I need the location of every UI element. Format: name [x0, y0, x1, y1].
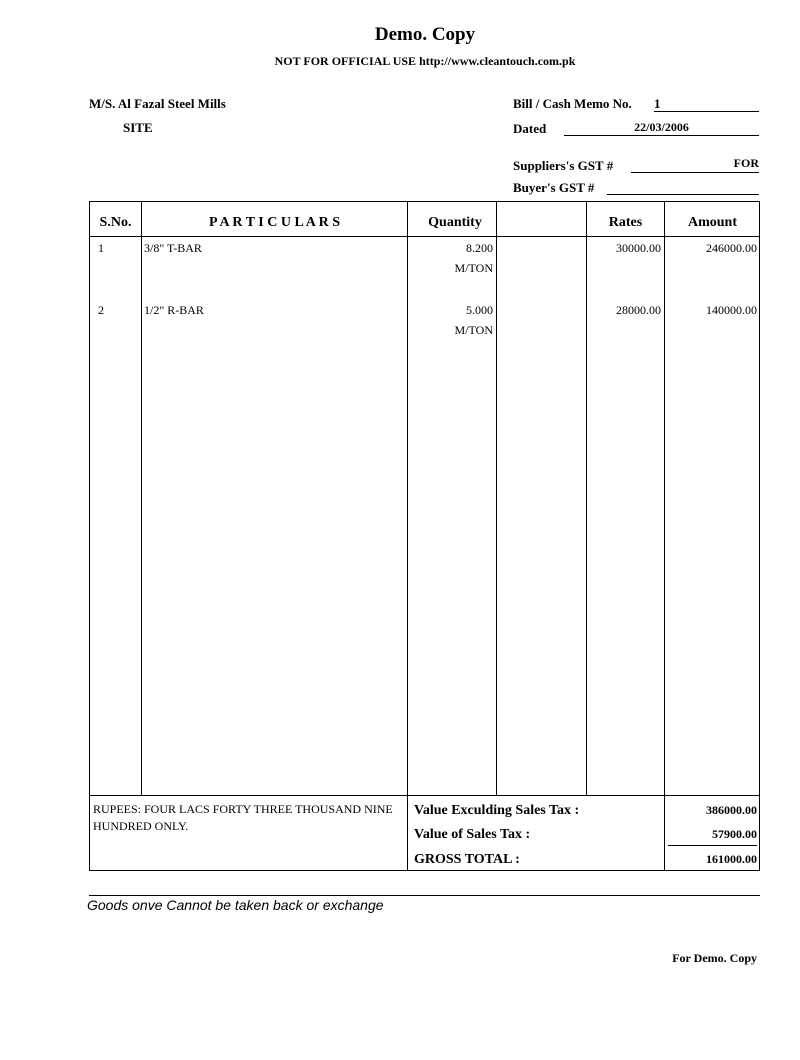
- document-subtitle: NOT FOR OFFICIAL USE http://www.cleantouch.com.pk: [274, 54, 576, 68]
- gross-total-value: 161000.00: [706, 852, 757, 866]
- gross-total-label: GROSS TOTAL :: [414, 852, 520, 867]
- header-amount: Amount: [687, 215, 737, 230]
- buyer-gst-label: Buyer's GST #: [513, 180, 595, 195]
- row-2-sno: 2: [98, 303, 104, 317]
- row-2-particular: 1/2" R-BAR: [144, 303, 204, 317]
- table-header-divider: [89, 236, 760, 237]
- customer-name: M/S. Al Fazal Steel Mills: [89, 96, 226, 111]
- memo-date: 22/03/2006: [564, 120, 759, 136]
- row-1-unit: M/TON: [454, 261, 493, 275]
- header-rates: Rates: [608, 215, 643, 230]
- document-title: Demo. Copy: [374, 24, 476, 45]
- sales-tax-label: Value of Sales Tax :: [414, 827, 531, 842]
- header-particulars: P A R T I C U L A R S: [209, 215, 340, 230]
- row-2-unit: M/TON: [454, 323, 493, 337]
- footer-note: Goods onve Cannot be taken back or exchange: [87, 897, 384, 913]
- amount-in-words: RUPEES: FOUR LACS FORTY THREE THOUSAND NINE HUNDRED ONLY.: [93, 802, 393, 833]
- header-sno: S.No.: [99, 215, 132, 230]
- header-quantity: Quantity: [428, 215, 482, 230]
- supplier-gst-value: FOR: [631, 156, 759, 173]
- col-divider-blank: [586, 201, 587, 796]
- row-1-quantity: 8.200: [466, 241, 493, 255]
- col-divider-particulars: [407, 201, 408, 870]
- col-divider-rates: [664, 201, 665, 870]
- bill-memo-label: Bill / Cash Memo No.: [513, 96, 632, 111]
- col-divider-quantity: [496, 201, 497, 796]
- sales-tax-value: 57900.00: [712, 827, 757, 841]
- dated-label: Dated: [513, 121, 547, 136]
- row-1-particular: 3/8" T-BAR: [144, 241, 202, 255]
- row-1-sno: 1: [98, 241, 104, 255]
- excl-tax-label: Value Exculding Sales Tax :: [414, 803, 580, 818]
- row-2-rate: 28000.00: [616, 303, 661, 317]
- signature-label: For Demo. Copy: [672, 951, 757, 965]
- table-totals-divider: [89, 795, 760, 796]
- buyer-gst-value: [607, 179, 759, 195]
- excl-tax-value: 386000.00: [706, 803, 757, 817]
- row-1-rate: 30000.00: [616, 241, 661, 255]
- bill-memo-number: 1: [654, 96, 759, 112]
- total-underline: [668, 845, 757, 846]
- customer-site: SITE: [123, 120, 153, 135]
- footer-divider: [89, 895, 760, 896]
- col-divider-sno: [141, 201, 142, 796]
- supplier-gst-label: Suppliers's GST #: [513, 158, 614, 173]
- row-2-quantity: 5.000: [466, 303, 493, 317]
- row-2-amount: 140000.00: [706, 303, 757, 317]
- items-table: [89, 201, 760, 871]
- row-1-amount: 246000.00: [706, 241, 757, 255]
